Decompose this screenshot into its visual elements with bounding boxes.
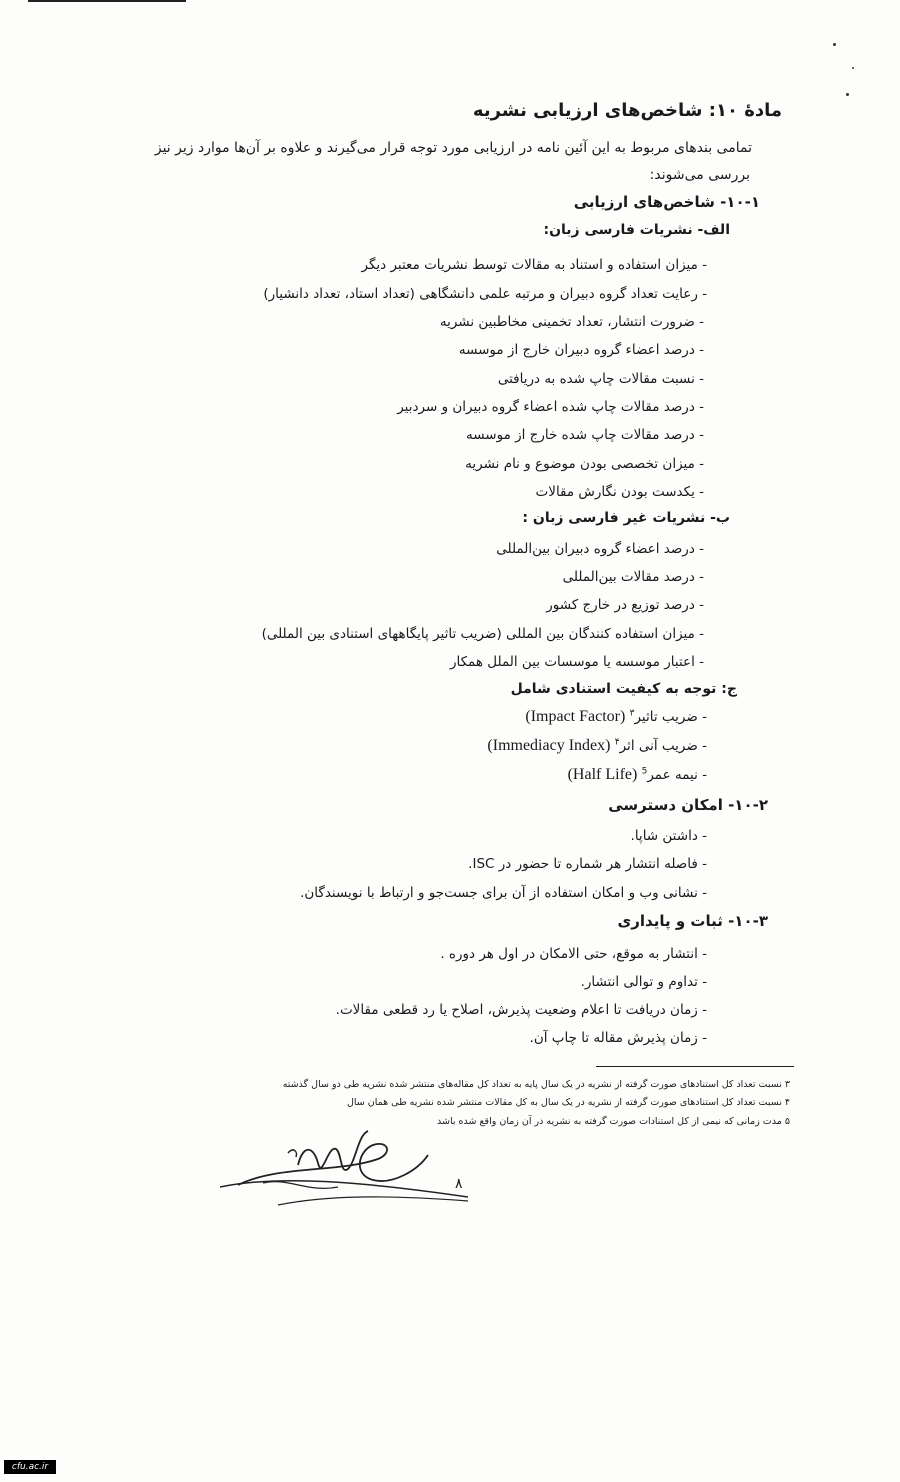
scan-speck	[833, 43, 836, 46]
item-english: (Impact Factor)	[525, 708, 626, 725]
item-persian: - ضریب آنی اثر	[619, 738, 707, 754]
part-b-heading: ب- نشریات غیر فارسی زبان :	[522, 510, 730, 526]
footnote-ref: 5	[641, 766, 648, 777]
list-item: - داشتن شاپا.	[630, 828, 707, 844]
list-item: - زمان پذیرش مقاله تا چاپ آن.	[529, 1030, 707, 1046]
intro-text-line1: تمامی بندهای مربوط به این آئین نامه در ارزیابی مورد توجه قرار می‌گیرند و علاوه بر آن‌ها موارد زیر نیز	[154, 140, 752, 156]
part-c-heading: ج: توجه به کیفیت استنادی شامل	[510, 681, 737, 697]
list-item: - اعتبار موسسه یا موسسات بین الملل همکار	[449, 654, 704, 670]
item-persian: - نیمه عمر	[647, 767, 707, 783]
list-item: - درصد مقالات چاپ شده خارج از موسسه	[466, 427, 704, 443]
list-item: - یکدست بودن نگارش مقالات	[535, 484, 704, 500]
intro-text-line2: بررسی می‌شوند:	[649, 167, 750, 183]
scan-speck	[846, 93, 849, 96]
list-item	[487, 737, 707, 755]
footnote-rule	[596, 1066, 794, 1067]
list-item: - درصد اعضاء گروه دبیران بین‌المللی	[496, 541, 704, 557]
section-3-heading: ۱۰-۳- ثبات و پایداری	[617, 912, 768, 930]
list-item: - میزان استفاده و استناد به مقالات توسط نشریات معتبر دیگر	[361, 257, 707, 273]
list-item: - درصد توزیع در خارج کشور	[546, 597, 704, 613]
footnote-ref: ۴	[614, 737, 620, 748]
article-title: مادهٔ ۱۰: شاخص‌های ارزیابی نشریه	[472, 100, 782, 121]
list-item: - زمان دریافت تا اعلام وضعیت پذیرش، اصلاح یا رد قطعی مقالات.	[335, 1002, 707, 1018]
list-item: - رعایت تعداد گروه دبیران و مرتبه علمی دانشگاهی (تعداد استاد، تعداد دانشیار)	[263, 286, 707, 302]
list-item: - درصد مقالات بین‌المللی	[562, 569, 704, 585]
list-item: - فاصله انتشار هر شماره تا حضور در ISC.	[468, 856, 707, 872]
part-a-heading: الف- نشریات فارسی زبان:	[543, 222, 730, 238]
page-number: ۸	[455, 1176, 463, 1192]
list-item	[525, 708, 707, 726]
footnote: ۳ نسبت تعداد کل استنادهای صورت گرفته از نشریه در یک سال پایه به تعداد کل مقاله‌های منتشر شده نشریه طی دو سال گذشته	[282, 1079, 790, 1090]
footnote: ۴ نسبت تعداد کل استنادهای صورت گرفته از نشریه در یک سال به کل مقالات منتشر شده نشریه طی همان سال	[346, 1097, 790, 1108]
section-1-heading: ۱۰-۱- شاخص‌های ارزیابی	[573, 193, 760, 211]
list-item: - نشانی وب و امکان استفاده از آن برای جست‌جو و ارتباط با نویسندگان.	[300, 885, 707, 901]
list-item: - میزان استفاده کنندگان بین المللی (ضریب تاثیر پایگاههای استنادی بین المللی)	[261, 626, 704, 642]
list-item: - ضرورت انتشار، تعداد تخمینی مخاطبین نشریه	[439, 314, 704, 330]
list-item: - درصد اعضاء گروه دبیران خارج از موسسه	[458, 342, 704, 358]
item-persian: - ضریب تاثیر	[634, 709, 707, 725]
footnote: ۵ مدت زمانی که نیمی از کل استنادات صورت گرفته به نشریه در آن زمان واقع شده باشد	[437, 1116, 790, 1127]
section-2-heading: ۱۰-۲- امکان دسترسی	[608, 796, 768, 814]
item-english: (Immediacy Index)	[487, 737, 611, 754]
top-rule	[28, 0, 186, 2]
signature-image	[218, 1125, 478, 1210]
scan-speck	[852, 67, 854, 69]
list-item: - انتشار به موقع، حتی الامکان در اول هر دوره .	[440, 946, 707, 962]
list-item: - تداوم و توالی انتشار.	[580, 974, 707, 990]
list-item: - میزان تخصصی بودن موضوع و نام نشریه	[465, 456, 704, 472]
watermark-logo: cfu.ac.ir	[4, 1460, 56, 1474]
list-item: - نسبت مقالات چاپ شده به دریافتی	[497, 371, 704, 387]
list-item	[568, 766, 707, 784]
footnote-ref: ۳	[629, 708, 635, 719]
list-item: - درصد مقالات چاپ شده اعضاء گروه دبیران و سردبیر	[397, 399, 704, 415]
item-english: (Half Life)	[567, 766, 638, 783]
